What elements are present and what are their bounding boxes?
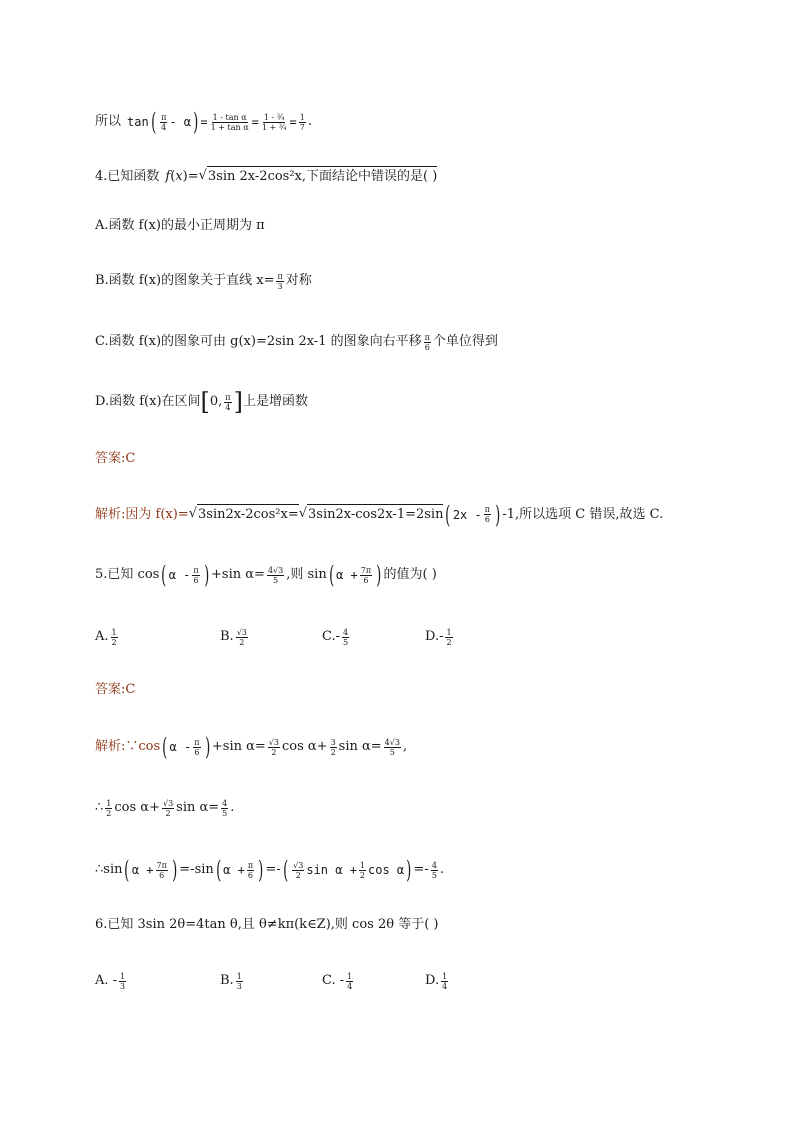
fraction: $\frac{\pi}{3}$ (277, 271, 283, 291)
fraction: $\frac{√3}{2}$ (293, 860, 304, 880)
text: 个单位得到 (432, 334, 498, 349)
q4-stem: 4.已知函数 f ( x ) = √ 3sin 2x-2cos²x,下面结论中错误的是( ) (95, 166, 437, 187)
fraction: $\frac{\pi}{4}$ (161, 112, 167, 132)
text: 所以 (95, 114, 122, 129)
option-label: D.- (425, 629, 444, 644)
q4-option-d: D.函数 f(x)在区间 [ 0, $\frac{\pi}{4}$ ] 上是增函数 (95, 388, 308, 416)
fraction: $\frac{\pi}{6}$ (194, 737, 200, 757)
q4-option-c (95, 332, 498, 352)
text: ∴sin (95, 862, 123, 877)
text: ,则 sin (286, 567, 327, 582)
text: 解析:因为 f(x)= (95, 506, 189, 522)
q5-choices-option (95, 627, 120, 647)
q6-choices-option (425, 971, 450, 991)
option-label: C. - (322, 973, 345, 988)
q5-choices-option (425, 627, 455, 647)
fraction: $\frac{4}{5}$ (343, 627, 349, 647)
text: ∴ (95, 800, 104, 815)
text: 3sin2x-cos2x-1=2sin (307, 504, 443, 525)
fraction: $\frac{1}{4}$ (442, 971, 448, 991)
q4-answer (95, 449, 135, 469)
fraction: $\frac{1}{2}$ (359, 860, 366, 880)
fraction: $\frac{1}{2}$ (106, 798, 112, 818)
text: A.函数 f(x)的最小正周期为 π (95, 218, 265, 233)
fraction: $\frac{\pi}{6}$ (247, 860, 254, 880)
q6-choices-option (220, 971, 245, 991)
fraction: $\frac{4}{5}$ (431, 860, 437, 880)
fraction: $\frac{4√3}{5}$ (384, 737, 400, 757)
fraction: $\frac{1}{4}$ (347, 971, 353, 991)
text: +sin α= (211, 567, 265, 582)
q6-choices-option (95, 971, 128, 991)
fraction: $\frac{1}{3}$ (236, 971, 242, 991)
text: 3sin 2x-2cos²x,下面结论中错误的是( ) (207, 166, 437, 187)
fraction: $\frac{\text{1 - tan α}}{\text{1 + tan α}}$ (210, 112, 249, 132)
fraction: $\frac{7\pi}{6}$ (360, 565, 372, 585)
fraction: $\frac{\pi}{6}$ (484, 505, 490, 524)
fraction: $\frac{\text{1 - ¾}}{\text{1 + ¾}}$ (261, 112, 287, 132)
tan-func: tan (127, 115, 149, 129)
fraction: $\frac{√3}{2}$ (268, 737, 279, 757)
option-label: A. (95, 629, 109, 644)
fraction: $\frac{1}{2}$ (111, 627, 117, 647)
text: 3sin2x-2cos²x= (197, 504, 299, 525)
q4-analysis: 解析:因为 f(x)= √ 3sin2x-2cos²x= √ 3sin2x-cos2x-1=2sin ( 2x - $\frac{\pi}{6}$ ) -1,所以选项 C 错误,故选 C. (95, 500, 664, 529)
fraction: $\frac{1}{7}$ (299, 112, 305, 132)
text: C.函数 f(x)的图象可由 g(x)=2sin 2x-1 的图象向右平移 (95, 334, 422, 349)
option-label: B. (220, 629, 234, 644)
q5-stem: 5.已知 cos ( α - $\frac{\pi}{6}$ ) +sin α= $\frac{4√3}{5}$ ,则 sin ( α + $\frac{7\pi}{6}$ ) 的值为( ) (95, 561, 437, 589)
option-label: D. (425, 973, 440, 988)
text: 6.已知 3sin 2θ=4tan θ,且 θ≠kπ(k∈Z),则 cos 2θ 等于( ) (95, 917, 439, 932)
q5-analysis-2: ∴ $\frac{1}{2}$ cos α+ $\frac{√3}{2}$ sin α= $\frac{4}{5}$ . (95, 798, 235, 818)
text: cos α+ (114, 800, 160, 815)
q5-choices-option (220, 627, 250, 647)
text: = (187, 168, 199, 184)
fraction: $\frac{3}{2}$ (330, 737, 336, 757)
fraction: $\frac{√3}{2}$ (162, 798, 174, 818)
fraction: $\frac{√3}{2}$ (236, 627, 247, 647)
text: 上是增函数 (242, 394, 308, 409)
text: 对称 (285, 273, 312, 288)
q5-answer (95, 680, 135, 700)
text: 的值为( ) (383, 567, 437, 582)
q4-option-a (95, 216, 265, 236)
text: 4.已知函数 (95, 168, 160, 184)
text: +sin α= (211, 739, 266, 754)
fraction: $\frac{4}{5}$ (222, 798, 228, 818)
q5-analysis-3: ∴sin ( α + $\frac{7\pi}{6}$ ) =-sin ( α + $\frac{\pi}{6}$ ) =- ( $\frac{√3}{2}$ sin α + $\frac{1}{2}$ cos α ) =- $\frac{4}{5}$ . (95, 856, 445, 884)
fraction: $\frac{4√3}{5}$ (267, 565, 284, 585)
text: cos α+ (281, 739, 328, 754)
text: D.函数 f(x)在区间 (95, 394, 201, 409)
text: sin α= (338, 739, 382, 754)
fraction: $\frac{1}{3}$ (120, 971, 126, 991)
q5-choices-option (322, 627, 351, 647)
fraction: $\frac{\pi}{6}$ (193, 565, 199, 585)
text: sin α= (176, 800, 220, 815)
text: 5.已知 cos (95, 567, 160, 582)
fraction: $\frac{\pi}{6}$ (424, 332, 430, 352)
q4-option-b (95, 271, 312, 291)
text: 答案:C (95, 451, 136, 466)
fraction: $\frac{7\pi}{6}$ (156, 860, 167, 880)
fraction: $\frac{1}{2}$ (446, 627, 452, 647)
option-label: C.- (322, 629, 341, 644)
text: =-sin (179, 862, 214, 877)
q5-analysis-1: 解析:∵cos ( α - $\frac{\pi}{6}$ ) +sin α= $\frac{√3}{2}$ cos α+ $\frac{3}{2}$ sin α= $\frac{4√3}{5}$ , (95, 733, 408, 761)
text: B.函数 f(x)的图象关于直线 x= (95, 273, 275, 288)
text: =- (265, 862, 281, 877)
option-label: A. - (95, 973, 118, 988)
text: 解析:∵cos (95, 739, 161, 754)
intro-line: 所以 tan ( $\frac{\pi}{4}$ - α ) = $\frac{\text{1 - tan α}}{\text{1 + tan α}}$ = $\frac{\text{1 - ¾}}{\text{1 + ¾}}$ = $\frac{1}{7}$ . (95, 108, 312, 136)
fraction: $\frac{\pi}{4}$ (225, 392, 231, 412)
q6-choices-option (322, 971, 355, 991)
text: -1,所以选项 C 错误,故选 C. (502, 506, 664, 522)
q6-stem (95, 915, 438, 935)
option-label: B. (220, 973, 234, 988)
text: 答案:C (95, 682, 136, 697)
